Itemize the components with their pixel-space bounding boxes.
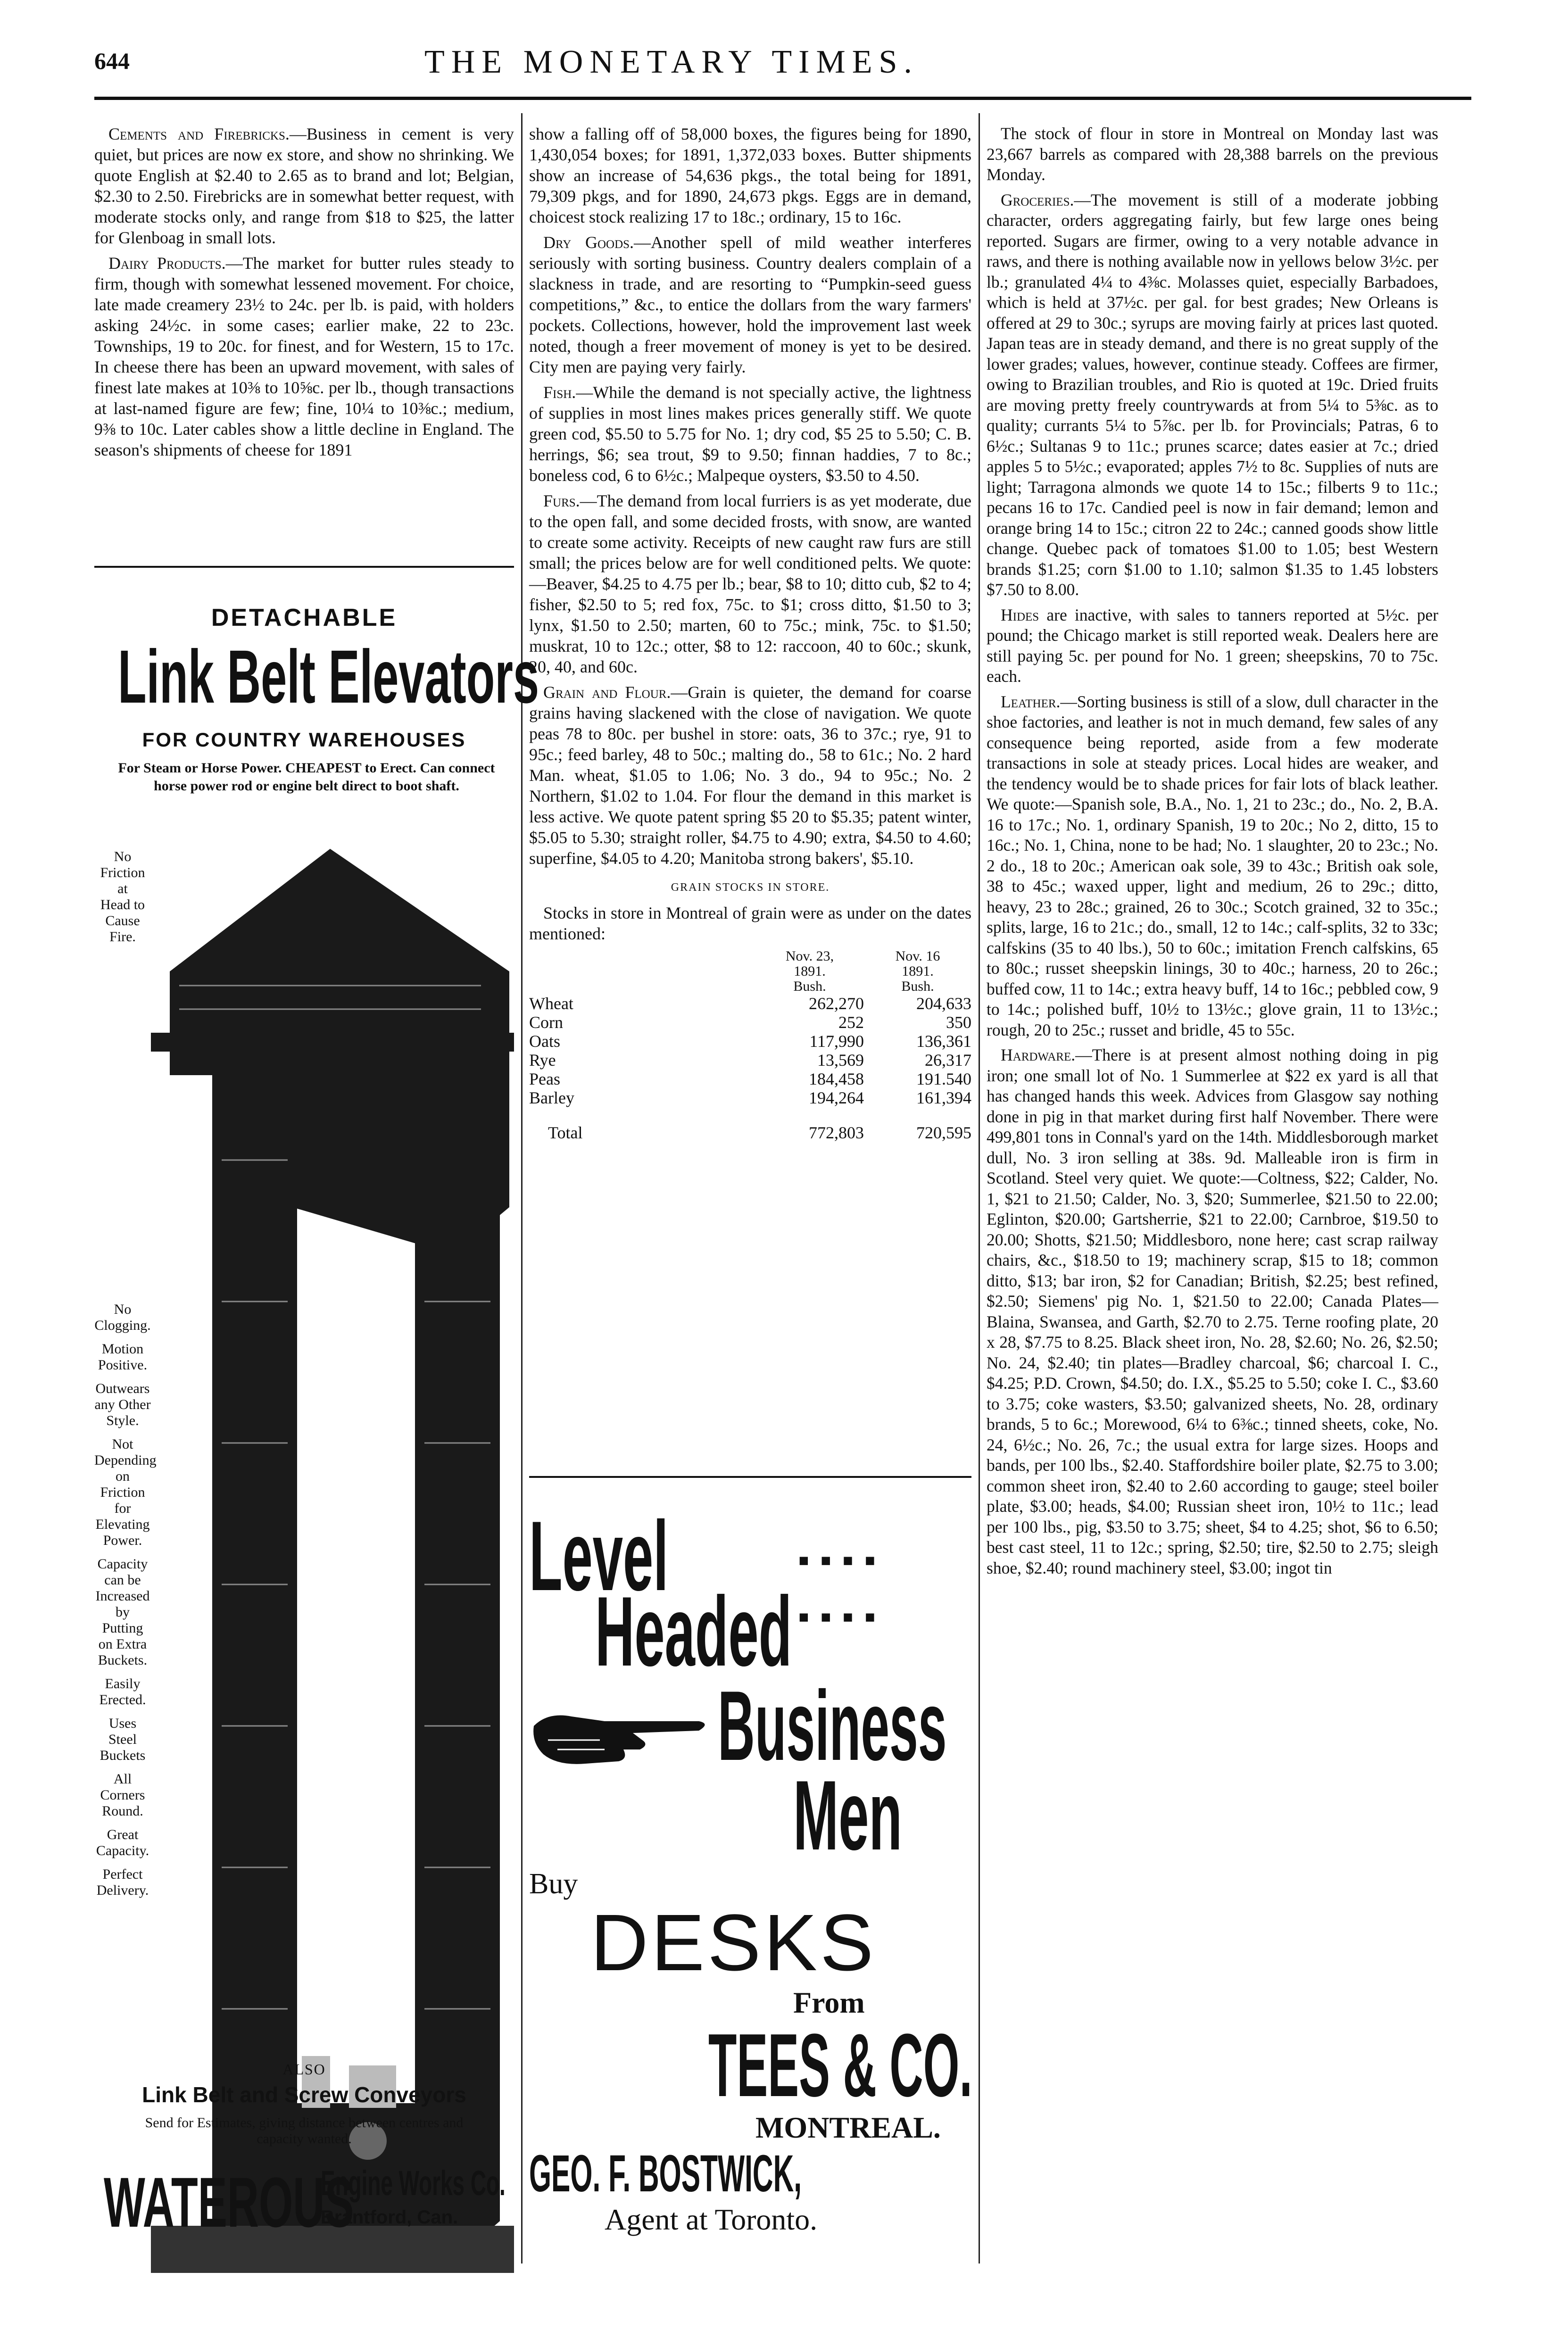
side-top-line: Cause: [105, 913, 140, 929]
elevator-right-leg: [415, 1160, 500, 2216]
row-value-nov23: 262,270: [809, 994, 864, 1013]
hides-text: are inactive, with sales to tanners reported at 5½c. per pound; the Chicago market is still reported weak. Dealers here are still paying 5c. per pound for No. 1 green; sheepskins, 70 to 75c. each.: [987, 605, 1438, 686]
elevator-illustration: [151, 830, 514, 2273]
ad1-send-for: Send for Estimates, giving distance between centres and capacity wanted.: [145, 2115, 464, 2147]
ad2-tees-box: [708, 2015, 991, 2115]
ad1-title-box: [118, 634, 539, 719]
ad1-conveyors: Link Belt and Screw Conveyors: [142, 2082, 466, 2107]
ad1-company-rest-box: [321, 2164, 528, 2202]
fish-lead: Fish.: [543, 383, 576, 402]
row-value-nov23: 184,458: [809, 1070, 864, 1088]
grain-text: —Grain is quieter, the demand for coarse grains having slackened with the close of navigation. We quote peas 78 to 80c. per bushel in store: oats, 36 to 37c.; rye, 91 to 95c.; feed barley, 48 to 50c.; malting do., 58 to 61c.; No. 2 hard Man. wheat, $1.05 to 1.06; No. 3 do., 94 to 95c.; No. 2 Northern, $1.02 to 1.04. For flour the demand in this market is less active. We quote patent spring $5 20 to $5.35; patent winter, $5.05 to 5.30; straight roller, $4.75 to 4.90; extra, $4.50 to 4.60; superfine, $4.05 to 4.20; Manitoba strong bakers', $5.10.: [529, 683, 971, 868]
table-header-row: [529, 949, 971, 994]
ad2-line1: Level: [529, 1501, 669, 1611]
ad2-line3: Business: [718, 1670, 947, 1781]
header-line: Bush.: [901, 978, 934, 994]
ad2-buy: Buy: [529, 1868, 578, 1900]
ad2-agent: Agent at Toronto.: [605, 2203, 818, 2236]
side-top-line: Friction: [100, 865, 145, 880]
ad2-dots-row1: ▪▪▪▪: [798, 1542, 887, 1579]
table-row: [529, 1032, 971, 1051]
dairy-lead: Dairy Products.: [108, 254, 226, 273]
header-line: Nov. 23,: [785, 948, 834, 964]
header-line: Bush.: [793, 978, 826, 994]
hardware-lead: Hardware.: [1001, 1045, 1076, 1064]
head-crossbar: [151, 1033, 514, 1052]
furs-text: —The demand from local furriers is as yet moderate, due to the open fall, and some decided frosts, with snow, are wanted to create some activity. Receipts of new caught raw furs are still small; the prices below are for well conditioned pelts. We quote:—Beaver, $4.25 to 4.75 per lb.; bear, $8 to 10; ditto cub, $2 to 4; fisher, $2.50 to 5; red fox, 75c. to $1; cross ditto, $1.50 to 3; lynx, $1.50 to 2.50; marten, 60 to 75c.; mink, 75c. to $1.50; muskrat, 10 to 12c.; otter, $8 to 12: raccoon, 40 to 60c.; skunk, 20, 40, and 60c.: [529, 491, 971, 676]
column-2-text: [529, 124, 971, 1142]
ad1-side-top: [94, 849, 151, 945]
ad2-line4-box: [793, 1760, 982, 1871]
row-label: Oats: [529, 1032, 560, 1051]
elevator-left-leg: [212, 1075, 297, 2216]
side-top-line: Fire.: [109, 929, 136, 945]
side-item: All Corners Round.: [100, 1771, 145, 1819]
side-item: Perfect Delivery.: [96, 1866, 149, 1898]
row-value-nov23: 13,569: [817, 1051, 864, 1070]
dry-goods-lead: Dry Goods.: [543, 233, 634, 252]
ad2-montreal: MONTREAL.: [755, 2111, 941, 2144]
row-label: Barley: [529, 1088, 574, 1107]
desks-advertisement: [529, 1476, 971, 2268]
cheese-continued: show a falling off of 58,000 boxes, the figures being for 1890, 1,430,054 boxes; for 1891, 1,372,033 boxes. Butter shipments show an increase of 54,636 pkgs., the total being for 1891, 79,309 pkgs, and for 1890, 24,673 pkgs. Eggs are in demand, choicest stock realizing 17 to 18c.; ordinary, 15 to 16c.: [529, 124, 971, 226]
table-row: [529, 994, 971, 1013]
row-value-nov16: 161,394: [916, 1088, 971, 1107]
ad1-company-rest: Engine Works Co.: [321, 2164, 506, 2203]
side-item: Capacity can be Increased by Putting on Extra Buckets.: [95, 1556, 150, 1668]
ad2-line2: Headed: [595, 1576, 792, 1687]
table-row: [529, 1070, 971, 1088]
table-row: [529, 1088, 971, 1107]
dairy-paragraph: [94, 253, 514, 460]
side-item: Outwears any Other Style.: [94, 1381, 151, 1428]
dry-goods-text: —Another spell of mild weather interferes seriously with sorting business. Country dealers complain of a slackness in trade, and are resorting to “Pumpkin-seed guess competitions,” &c., to entice the dollars from the wary farmers' pockets. Collections, however, hold the improvement last week noted, though a freer movement of money is yet to be desired. City men are paying very fairly.: [529, 233, 971, 376]
total-nov23: 772,803: [809, 1123, 864, 1142]
furs-lead: Furs.: [543, 491, 580, 510]
ad1-also: ALSO: [282, 2061, 326, 2078]
side-item: No Clogging.: [94, 1302, 151, 1333]
table-row: [529, 1051, 971, 1070]
furs-paragraph: [529, 490, 971, 677]
groceries-lead: Groceries.: [1001, 190, 1074, 209]
row-value-nov23: 117,990: [809, 1032, 864, 1051]
cements-lead: Cements and Firebricks.: [108, 124, 290, 143]
row-value-nov23: 252: [838, 1013, 864, 1032]
row-value-nov23: 194,264: [809, 1088, 864, 1107]
table-total-row: [529, 1107, 971, 1142]
grain-lead: Grain and Flour.: [543, 683, 671, 702]
table-row: [529, 1013, 971, 1032]
ad2-tees: TEES & CO.: [708, 2015, 972, 2115]
flour-stock-paragraph: The stock of flour in store in Montreal on Monday last was 23,667 barrels as compared with 28,388 barrels on the previous Monday.: [987, 124, 1438, 184]
link-belt-advertisement: [94, 566, 539, 2263]
column-header-nov23: [755, 949, 864, 994]
hardware-text: —There is at present almost nothing doing in pig iron; one small lot of No. 1 Summerlee at $22 ex yard is all that has changed hands this week. Advices from Glasgow say nothing done in pig in that market during first half November. There were 499,801 tons in Connal's yard on the 14th. Middlesborough market dull, No. 3 iron selling at 38s. 9d. Malleable iron is firm in Scotland. Steel very quiet. We quote:—Coltness, $22; Calder, No. 1, $21 to 21.50; Calder, No. 3, $20; Summerlee, $21.50 to 22.00; Eglinton, $20.00; Gartsherrie, $21 to 22.00; Carnbroe, $19.50 to 20.00; Shotts, $21.50; Middlesboro, none here; cast scrap railway chairs, &c., $18.50 to 19; machinery scrap, $15 to 18; common ditto, $13; bar iron, $2 for Canadian; British, $2.25; best refined, $2.50; Siemens' pig No. 1, $21.50 to 22.00; Canada Plates—Blaina, Swansea, and Garth, $2.70 to 2.75. Terne roofing plate, 20 x 28, $7.75 to 8.25. Black sheet iron, No. 28, $2.60; No. 26, $2.50; No. 24, $2.40; tin plates—Bradley charcoal, $6; charcoal I. C., $4.25; P.D. Crown, $4.50; do. I.X., $5.25 to 5.50; coke I. C., $3.60 to 3.75; coke wasters, $3.50; galvanized sheets, No. 28, ordinary brands, 5 to 6c.; Morewood, 6¼ to 6⅜c.; tinned sheets, coke, No. 24, 6½c.; No. 26, 7c.; the usual extra for large sizes. Hoops and bands, per 100 lbs., $2.40. Staffordshire boiler plate, $2.75 to 3.00; common sheet iron, $2.40 to 2.60 according to gauge; steel boiler plate, $3.00; heads, $4.00; Russian sheet iron, 10½ to 11c.; lead per 100 lbs., pig, $3.50 to 3.75; sheet, $4 to 4.25; shot, $6 to 6.50; best cast steel, 11 to 12c.; spring, $2.50; tire, $2.50 to 2.75; sleigh shoe, $2.40; round machinery steel, $3.00; ingot tin: [987, 1045, 1438, 1577]
row-label: Corn: [529, 1013, 563, 1032]
side-item: Uses Steel Buckets: [100, 1716, 146, 1763]
column-1-text: [94, 124, 514, 465]
row-value-nov16: 350: [946, 1013, 971, 1032]
side-top-line: Head to: [100, 897, 145, 912]
leather-lead: Leather.: [1001, 692, 1061, 711]
groceries-paragraph: [987, 190, 1438, 600]
column-3-text: [987, 124, 1438, 1583]
side-item: Great Capacity.: [96, 1827, 149, 1858]
ad2-desks: DESKS: [590, 1898, 877, 1988]
column-rule-left: [521, 113, 523, 2263]
row-label: Peas: [529, 1070, 560, 1088]
groceries-text: —The movement is still of a moderate jobbing character, orders aggregating fairly, but few large ones being reported. Sugars are firmer, owing to a very notable advance in raws, and there is nothing available now in yellows below 3½c. per lb.; granulated 4¼ to 4⅜c. Molasses quiet, especially Barbadoes, which is held at 37½c. per gal. for best grades; New Orleans is offered at 29 to 30c.; syrups are moving fairly at prices last quoted. Japan teas are in steady demand, and there is no great supply of the lower grades; values, however, continue steady. Coffees are firmer, owing to Brazilian troubles, and Rio is quoted at 19c. Dried fruits are moving pretty freely countrywards at from 5¼ to 5⅜c. as to quality; currants 5¼ to 5⅞c. per lb. for Provincials; Patras, 6 to 6½c.; Sultanas 9 to 11c.; prunes scarce; dates easier at 7c.; dried apples 5 to 5½c.; evaporated; apples 7½ to 8c. Supplies of nuts are light; Tarragona almonds we quote 14 to 15c.; filberts 9 to 11c.; pecans 16 to 17c. Candied peel is now in fair demand; lemon and orange bring 14 to 15c.; citron 22 to 24c.; canned goods show little change. Quebec pack of tomatoes $1.00 to 1.05; best Western brands $1.25; corn $1.00 to 1.10; salmon $1.35 to 1.45 lobsters $7.50 to 8.00.: [987, 190, 1438, 599]
ad1-detachable: DETACHABLE: [211, 604, 398, 631]
header-line: Nov. 16: [895, 948, 940, 964]
row-value-nov16: 136,361: [916, 1032, 971, 1051]
grain-stocks-table: [529, 949, 971, 1142]
header-rule: [94, 97, 1471, 100]
side-item: Easily Erected.: [99, 1676, 146, 1708]
leather-paragraph: [987, 692, 1438, 1041]
ad2-line4: Men: [793, 1760, 902, 1871]
side-top-line: No: [114, 849, 132, 864]
ad2-dots-row2: ▪▪▪▪: [798, 1599, 887, 1635]
ad1-company: WATEROUS: [104, 2163, 354, 2242]
ad1-description: For Steam or Horse Power. CHEAPEST to Erect. Can connect horse power rod or engine belt direct to boot shaft.: [118, 760, 495, 794]
hides-lead: Hides: [1001, 605, 1039, 624]
cements-paragraph: [94, 124, 514, 248]
total-nov16: 720,595: [916, 1123, 971, 1142]
hides-paragraph: [987, 605, 1438, 687]
page-number: 644: [94, 48, 130, 74]
row-value-nov16: 204,633: [916, 994, 971, 1013]
ad2-bostwick-box: [529, 2146, 859, 2202]
dairy-text: —The market for butter rules steady to firm, though with somewhat lessened movement. For choice, late made creamery 23½ to 24c. per lb. is paid, with holders asking 24½c. in some cases; earlier make, 22 to 23c. Townships, 19 to 20c. for finest, and for Western, 15 to 17c. In cheese there has been an upward movement, with sales of finest late makes at 10⅜ to 10⅝c. per lb., though transactions at last-named figure are few; fine, 10¼ to 10⅜c.; medium, 9⅜ to 10c. Later cables show a little decline in England. The season's shipments of cheese for 1891: [94, 254, 514, 459]
column-rule-right: [979, 113, 980, 2263]
column-header-nov16: [864, 949, 971, 994]
ad1-subtitle: FOR COUNTRY WAREHOUSES: [142, 729, 466, 751]
grain-stocks-intro: Stocks in store in Montreal of grain were as under on the dates mentioned:: [529, 904, 971, 943]
ad2-bostwick: GEO. F. BOSTWICK,: [529, 2145, 802, 2203]
dry-goods-paragraph: [529, 232, 971, 377]
leather-text: —Sorting business is still of a slow, dull character in the shoe factories, and leather is not in much demand, few sales of any consequence being reported, aside from a few moderate transactions in sole at steady prices. Local hides are weaker, and the tendency would be to shade prices for fair lots of black leather. We quote:—Spanish sole, B.A., No. 1, 21 to 23c.; do., No. 2, B.A. 16 to 17c.; No. 1, ordinary Spanish, 19 to 20c.; No 2, ditto, 15 to 16c.; No. 1, China, none to be had; No. 1 slaughter, 20 to 23c.; No. 2 do., 18 to 20c.; American oak sole, 39 to 43c.; British oak sole, 38 to 45c.; waxed upper, light and medium, 26 to 29c.; ditto, heavy, 23 to 28c.; grained, 26 to 30c.; Scotch grained, 32 to 35c.; splits, large, 16 to 21c.; do., small, 12 to 14c.; calf-splits, 32 to 33c; calfskins (35 to 40 lbs.), 50 to 60c.; imitation French calfskins, 65 to 80c.; russet sheepskin linings, 30 to 40c.; harness, 20 to 26c.; buffed cow, 11 to 14c.; extra heavy buff, 14 to 16c.; pebbled cow, 9 to 14c.; polished buff, 10½ to 13½c.; glove grain, 11 to 13½c.; rough, 20 to 25c.; russet and bridle, 45 to 55c.: [987, 692, 1438, 1039]
grain-stocks-heading: GRAIN STOCKS IN STORE.: [671, 881, 830, 894]
side-top-line: at: [117, 881, 128, 896]
ad1-company-box: [104, 2162, 358, 2247]
ad1-side-list: [94, 1302, 157, 1906]
fish-text: —While the demand is not specially active, the lightness of supplies in most lines makes prices generally stiff. We quote green cod, $5.50 to 5.75 for No. 1; dry cod, $5 25 to 5.50; C. B. herrings, $6; sea trout, $9 to 9.50; finnan haddies, 7 to 8c.; boneless cod, 6 to 6½c.; Malpeque oysters, $3.50 to 4.50.: [529, 383, 971, 485]
header-line: 1891.: [794, 963, 826, 979]
row-value-nov16: 191.540: [916, 1070, 971, 1088]
side-item: Not Depending on Friction for Elevating Power.: [94, 1436, 157, 1548]
header-line: 1891.: [902, 963, 934, 979]
side-item: Motion Positive.: [98, 1341, 148, 1373]
grain-paragraph: [529, 682, 971, 869]
ad2-from: From: [793, 1986, 865, 2019]
hardware-paragraph: [987, 1045, 1438, 1578]
row-label: Wheat: [529, 994, 573, 1013]
ad1-title: Link Belt Elevators: [118, 634, 539, 719]
cements-text: —Business in cement is very quiet, but prices are now ex store, and show no shrinking. We quote English at $2.40 to 2.65 as to brand and lot; Belgian, $2.30 to 2.50. Firebricks are in somewhat better request, with moderate stocks only, and range from $18 to $25, the latter for Glenboag in small lots.: [94, 124, 514, 247]
masthead: THE MONETARY TIMES.: [424, 44, 919, 80]
row-label: Rye: [529, 1051, 556, 1070]
row-value-nov16: 26,317: [925, 1051, 971, 1070]
fish-paragraph: [529, 382, 971, 486]
ad1-city: Brantford, Can.: [321, 2207, 458, 2228]
pointing-hand-icon: [529, 1683, 718, 1778]
ad2-line2-box: [595, 1576, 831, 1687]
total-label: Total: [548, 1123, 583, 1142]
